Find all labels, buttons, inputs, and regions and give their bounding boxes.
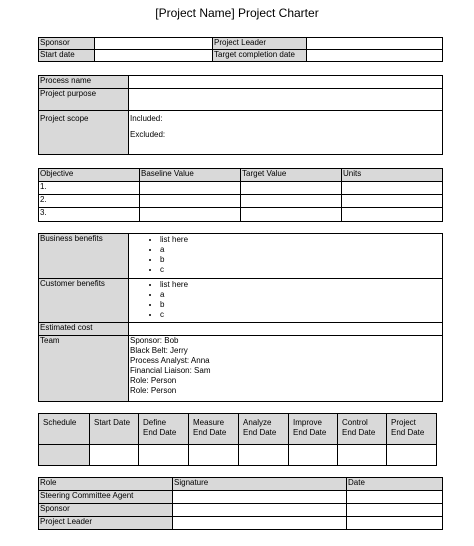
list-item: • b [160,255,441,265]
project-end-date-cell[interactable] [387,445,437,466]
process-name-label: Process name [39,76,129,89]
objective-row-label: 2. [39,195,140,208]
list-item: • list here [160,280,441,290]
list-item: • c [160,310,441,320]
customer-benefits-list [130,280,441,320]
target-cell[interactable] [241,195,342,208]
team-member: Sponsor: Bob [130,336,179,345]
list-item: • b [160,300,441,310]
customer-benefits-label: Customer benefits [39,279,129,323]
target-completion-value[interactable] [307,50,443,62]
role-sponsor: Sponsor [39,504,173,517]
signature-cell[interactable] [173,491,347,504]
start-date-label: Start date [39,50,95,62]
signature-cell[interactable] [173,504,347,517]
baseline-cell[interactable] [140,208,241,222]
benefits-table [38,233,443,402]
team-member: Role: Person [130,386,177,395]
control-end-date-cell[interactable] [338,445,387,466]
project-scope-value[interactable] [129,111,443,155]
project-purpose-value[interactable] [129,89,443,111]
list-item: • list here [160,235,441,245]
target-value-header: Target Value [241,169,342,182]
estimated-cost-label: Estimated cost [39,323,129,336]
team-value[interactable] [129,336,443,402]
baseline-cell[interactable] [140,195,241,208]
define-end-date-cell[interactable] [139,445,189,466]
start-date-cell[interactable] [90,445,139,466]
team-label: Team [39,336,129,402]
baseline-cell[interactable] [140,182,241,195]
target-completion-label: Target completion date [213,50,307,62]
sponsor-value[interactable] [95,38,213,50]
measure-end-date-cell[interactable] [189,445,239,466]
objective-row-label: 1. [39,182,140,195]
role-header: Role [39,478,173,491]
target-cell[interactable] [241,208,342,222]
customer-benefits-value[interactable] [129,279,443,323]
process-name-value[interactable] [129,76,443,89]
project-scope-label: Project scope [39,111,129,155]
date-cell[interactable] [347,504,443,517]
units-cell[interactable] [342,208,443,222]
objective-row-label: 3. [39,208,140,222]
list-item: • a [160,245,441,255]
improve-end-date-cell[interactable] [289,445,338,466]
header-table [38,37,443,62]
project-purpose-label: Project purpose [39,89,129,111]
signature-header: Signature [173,478,347,491]
excluded-label: Excluded: [130,130,166,139]
project-leader-value[interactable] [307,38,443,50]
date-cell[interactable] [347,517,443,530]
objectives-table [38,168,443,222]
team-member: Financial Liaison: Sam [130,366,211,375]
business-benefits-list [130,235,441,275]
team-member: Role: Person [130,376,177,385]
project-end-date-header: Project End Date [387,414,437,445]
baseline-value-header: Baseline Value [140,169,241,182]
analyze-end-date-header: Analyze End Date [239,414,289,445]
page-title: [Project Name] Project Charter [155,6,319,20]
date-header: Date [347,478,443,491]
included-label: Included: [130,114,163,123]
estimated-cost-value[interactable] [129,323,443,336]
sponsor-label: Sponsor [39,38,95,50]
role-steering-committee-agent: Steering Committee Agent [39,491,173,504]
analyze-end-date-cell[interactable] [239,445,289,466]
signoff-table [38,477,443,530]
objective-header: Objective [39,169,140,182]
signature-cell[interactable] [173,517,347,530]
date-cell[interactable] [347,491,443,504]
improve-end-date-header: Improve End Date [289,414,338,445]
start-date-header: Start Date [90,414,139,445]
project-leader-label: Project Leader [213,38,307,50]
target-cell[interactable] [241,182,342,195]
define-end-date-header: Define End Date [139,414,189,445]
role-project-leader: Project Leader [39,517,173,530]
business-benefits-label: Business benefits [39,234,129,279]
units-cell[interactable] [342,182,443,195]
schedule-table [38,413,437,466]
team-member: Process Analyst: Anna [130,356,210,365]
team-member: Black Belt: Jerry [130,346,188,355]
start-date-value[interactable] [95,50,213,62]
schedule-row-label [39,445,90,466]
control-end-date-header: Control End Date [338,414,387,445]
units-header: Units [342,169,443,182]
measure-end-date-header: Measure End Date [189,414,239,445]
schedule-header: Schedule [39,414,90,445]
business-benefits-value[interactable] [129,234,443,279]
list-item: • c [160,265,441,275]
list-item: • a [160,290,441,300]
process-table [38,75,443,155]
units-cell[interactable] [342,195,443,208]
